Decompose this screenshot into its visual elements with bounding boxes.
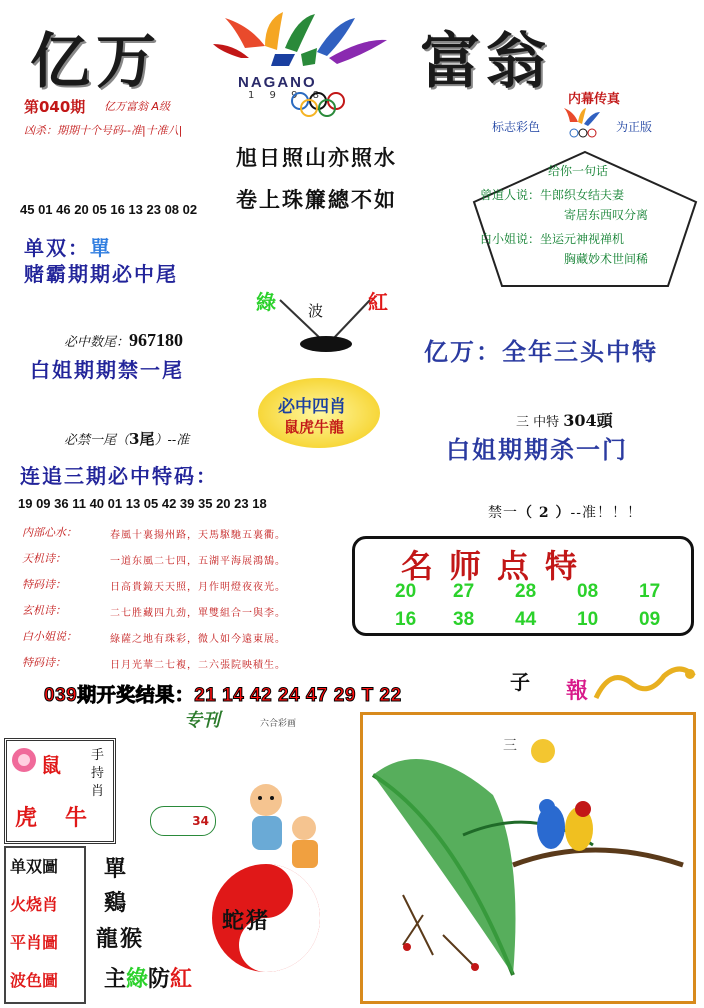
- poem-text-1: 一道东風二七四，五湖平海展鴻鵠。: [110, 556, 286, 567]
- neimu-title: 内幕传真: [568, 92, 621, 107]
- poem-label-0: 内部心水：: [22, 526, 77, 539]
- zhu-char: 主: [104, 966, 127, 992]
- grid-label-1: 火烧肖: [10, 895, 59, 914]
- mingshi-num-1: 27: [453, 581, 475, 602]
- jinyi-row: [488, 502, 642, 522]
- mingshi-num-7: 44: [515, 609, 537, 630]
- bizhong-shuwei: [64, 330, 183, 351]
- poem-label-4: 白小姐说：: [22, 630, 77, 643]
- bowl-red: 紅: [368, 290, 388, 314]
- poem-label-1: 天机诗：: [22, 552, 66, 565]
- zhu-lv-fang-hong: [104, 962, 192, 993]
- poem-label-5: 特码诗：: [22, 656, 66, 669]
- lv-char: 綠: [126, 966, 149, 992]
- mingshi-box: [352, 536, 694, 636]
- bowl-green: 綠: [256, 290, 276, 314]
- bizhong-value: 967180: [129, 330, 184, 350]
- jin-yiwei-value: 3尾: [129, 430, 155, 448]
- jinyi-value: （ 2 ）: [518, 505, 571, 521]
- mingshi-num-0: 20: [395, 581, 417, 602]
- pic-zi: 子: [510, 670, 530, 694]
- dragon-icon: [590, 658, 700, 712]
- pic-three: 三: [503, 738, 517, 754]
- mingshi-num-2: 28: [515, 581, 537, 602]
- fang-char: 防: [148, 966, 171, 992]
- issue-number: 第040期: [24, 98, 86, 116]
- bowl-middle: 波: [308, 302, 324, 320]
- title-left: 亿万: [30, 27, 162, 97]
- sixiao-oval: [258, 378, 380, 448]
- snake-pig: 蛇猪: [222, 908, 271, 934]
- poem-text-2: 日高貴鏡天天照，月作明燈夜夜光。: [110, 582, 286, 593]
- danshuang-value: 單: [90, 236, 112, 260]
- baijie-sha: 白姐期期杀一门: [446, 435, 628, 464]
- mingshi-title: 名师点特: [401, 547, 594, 585]
- top-number-list: 45 01 46 20 05 16 13 23 08 02: [20, 202, 198, 217]
- bizhong-label: 必中数尾：: [64, 335, 130, 350]
- neimu-line-1: 曾道人说：牛郎织女结夫妻: [480, 188, 625, 202]
- zodiac-tiger: 虎: [15, 805, 38, 831]
- xuanji-picture: [360, 712, 696, 1004]
- ji-char: 鷄: [104, 890, 127, 916]
- poem-text-0: 春風十裏揚州路，天馬駆馳五裏衢。: [110, 530, 286, 541]
- poem-text-5: 日月光華二七複，二六張院映積生。: [110, 660, 286, 671]
- jin-yiwei-suffix: ）--准: [154, 433, 190, 448]
- sentence-title: 给你一句话: [548, 164, 609, 178]
- poem-text-4: 綠薩之地有珠彩，微人如今遠東展。: [110, 634, 286, 645]
- zodiac-frame: [4, 738, 116, 844]
- poem-text-3: 二七胜藏四九劲，單雙組合一與李。: [110, 608, 286, 619]
- neimu-right: 为正版: [616, 120, 653, 134]
- poem-line-2: 卷上珠簾總不如: [236, 187, 397, 212]
- neimu-panel: [472, 82, 698, 288]
- olympic-rings-icon: [286, 90, 366, 118]
- yiwan-text: 亿万：全年三头中特: [424, 337, 658, 366]
- danshuang-row: [24, 232, 112, 261]
- sanzhong-value: 304頭: [563, 411, 613, 430]
- long-hou: 龍猴: [96, 926, 145, 952]
- bowl-graphic: [250, 282, 400, 362]
- neimu-line-3: 白小姐说：坐运元神视禅机: [480, 232, 625, 246]
- zodiac-ox: 牛: [65, 805, 88, 831]
- poem-line-1: 旭日照山亦照水: [236, 145, 397, 170]
- label-grid: [4, 846, 86, 1004]
- draw-result: 039期开奖结果：21 14 42 24 47 29 T 22: [44, 685, 402, 706]
- danshuang-label: 单双：: [24, 236, 90, 260]
- neimu-line-4: 胸藏妙术世间稀: [564, 252, 649, 266]
- poem-label-2: 特码诗：: [22, 578, 66, 591]
- mini-nagano-icon: [560, 106, 606, 140]
- oval-line-2: 鼠虎牛龍: [284, 418, 345, 436]
- mingshi-num-9: 09: [639, 609, 661, 630]
- issue-brand: 亿万富翁 A级: [104, 100, 171, 113]
- mingshi-num-6: 38: [453, 609, 475, 630]
- mingshi-num-8: 10: [577, 609, 599, 630]
- sanzhong: [516, 408, 613, 431]
- badge-34: 34: [150, 806, 216, 836]
- bird-painting-icon: [363, 715, 693, 1001]
- hand-title: 手持肖: [91, 748, 105, 799]
- header-note: 凶杀：期期十个号码--准|十准八|: [24, 124, 183, 137]
- dan-char: 單: [104, 856, 127, 882]
- neimu-left: 标志彩色: [492, 120, 541, 134]
- title-right: 富翁: [420, 27, 552, 97]
- zodiac-rat: 鼠: [41, 753, 61, 777]
- jin-yiwei: [64, 428, 189, 449]
- mingshi-num-4: 17: [639, 581, 661, 602]
- baijie-jinwei: 白姐期期禁一尾: [30, 358, 184, 382]
- poem-label-3: 玄机诗：: [22, 604, 66, 617]
- mid-number-list: 19 09 36 11 40 01 13 05 42 39 35 20 23 18: [18, 496, 267, 511]
- mingshi-num-5: 16: [395, 609, 417, 630]
- sanzhong-prefix: 三 中特: [516, 415, 560, 430]
- logo-year: 1 9 9 8: [248, 90, 325, 101]
- pic-bao: 報: [566, 678, 589, 704]
- logo-text: NAGANO: [238, 74, 317, 91]
- oval-line-1: 必中四肖: [278, 397, 346, 417]
- lianzhui-title: 连追三期必中特码：: [20, 464, 218, 488]
- grid-label-0: 单双圖: [10, 857, 59, 876]
- jin-yiwei-prefix: 必禁一尾（: [64, 433, 130, 448]
- neimu-line-2: 寄居东西叹分离: [564, 208, 649, 222]
- grid-label-3: 波色圖: [10, 971, 59, 990]
- duba-text: 赌霸期期必中尾: [24, 262, 178, 286]
- mingshi-num-3: 08: [577, 581, 599, 602]
- magazine-sub: 六合彩画: [260, 719, 297, 729]
- hong-char: 紅: [170, 966, 193, 992]
- magazine-title: 专刊: [184, 710, 220, 731]
- grid-label-2: 平肖圖: [10, 933, 59, 952]
- lantern-icon: [9, 745, 39, 775]
- jinyi-suffix: --准！！！: [570, 505, 642, 521]
- jinyi-prefix: 禁一: [488, 505, 518, 521]
